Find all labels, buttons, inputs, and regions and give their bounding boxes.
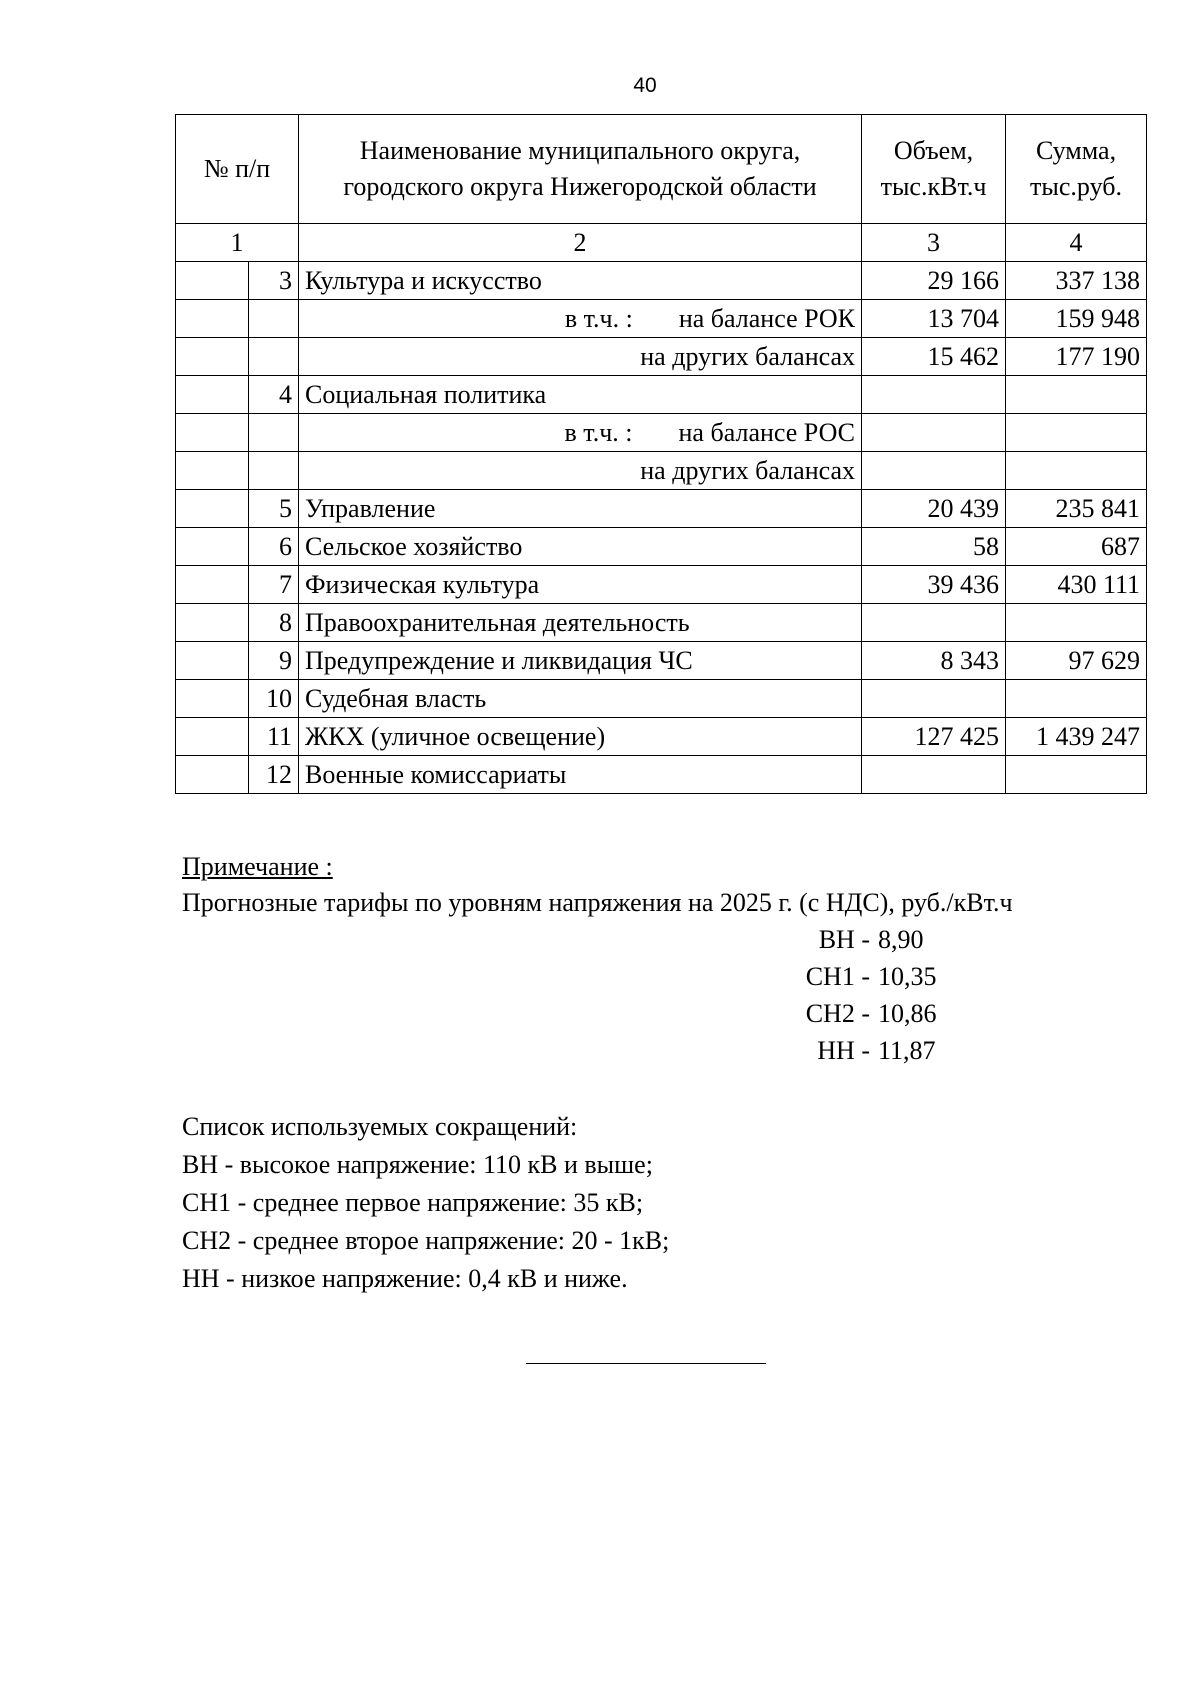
row-sum: [1006, 376, 1147, 414]
row-volume: [862, 756, 1006, 794]
table-row: [176, 756, 1147, 794]
empty-cell: [176, 262, 249, 300]
header-sum: Сумма, тыс.руб.: [1006, 115, 1147, 224]
row-name: Сельское хозяйство: [299, 528, 862, 566]
row-name: Управление: [299, 490, 862, 528]
row-prefix: в т.ч. :: [564, 304, 633, 333]
row-num: 10: [249, 680, 299, 718]
row-name: Социальная политика: [299, 376, 862, 414]
tariff-line: [760, 999, 937, 1029]
abbreviation-item: ВН - высокое напряжение: 110 кВ и выше;: [182, 1150, 653, 1179]
table-row: [176, 452, 1147, 490]
col-number: 3: [862, 224, 1006, 262]
row-sum: [1006, 414, 1147, 452]
tariff-line: [760, 1036, 936, 1066]
header-name: Наименование муниципального округа, городского округа Нижегородской области: [299, 115, 862, 224]
empty-cell: [176, 756, 249, 794]
note-text: Прогнозные тарифы по уровням напряжения на 2025 г. (с НДС), руб./кВт.ч: [182, 888, 1013, 917]
empty-cell: [176, 528, 249, 566]
row-volume: 15 462: [862, 338, 1006, 376]
tariff-level: СН2 -: [805, 999, 870, 1028]
row-volume: [862, 452, 1006, 490]
empty-cell: [249, 338, 299, 376]
empty-cell: [176, 300, 249, 338]
row-num: 9: [249, 642, 299, 680]
row-prefix: в т.ч. :: [564, 418, 633, 447]
row-sum: 337 138: [1006, 262, 1147, 300]
row-name: Судебная власть: [299, 680, 862, 718]
tariff-level: НН -: [817, 1036, 870, 1065]
table-row: [176, 376, 1147, 414]
row-sum: 430 111: [1006, 566, 1147, 604]
table-row: [176, 566, 1147, 604]
empty-cell: [249, 452, 299, 490]
row-name: Культура и искусство: [299, 262, 862, 300]
empty-cell: [176, 604, 249, 642]
table-row: [176, 300, 1147, 338]
tariff-value: 8,90: [878, 925, 924, 954]
row-num: 11: [249, 718, 299, 756]
row-num: 7: [249, 566, 299, 604]
col-number: 4: [1006, 224, 1147, 262]
row-sum: 235 841: [1006, 490, 1147, 528]
row-name: на других балансах: [299, 452, 862, 490]
consumption-table: [175, 114, 1147, 794]
row-sum: [1006, 756, 1147, 794]
row-volume: 127 425: [862, 718, 1006, 756]
empty-cell: [176, 338, 249, 376]
abbreviation-item: НН - низкое напряжение: 0,4 кВ и ниже.: [182, 1264, 628, 1293]
table-header-row: [176, 115, 1147, 224]
column-numbers-row: [176, 224, 1147, 262]
table-row: [176, 338, 1147, 376]
row-num: 8: [249, 604, 299, 642]
row-sum: [1006, 452, 1147, 490]
table-row: [176, 680, 1147, 718]
tariff-level: ВН -: [818, 925, 870, 954]
abbreviation-item: СН1 - среднее первое напряжение: 35 кВ;: [182, 1188, 644, 1217]
header-num: № п/п: [176, 115, 299, 224]
tariff-value: 10,35: [878, 962, 937, 991]
page-number: 40: [633, 74, 657, 97]
row-name: Физическая культура: [299, 566, 862, 604]
row-sum: 687: [1006, 528, 1147, 566]
table-row: [176, 414, 1147, 452]
row-name: [299, 414, 862, 452]
row-sum: 159 948: [1006, 300, 1147, 338]
header-volume: Объем, тыс.кВт.ч: [862, 115, 1006, 224]
row-volume: 58: [862, 528, 1006, 566]
row-volume: 39 436: [862, 566, 1006, 604]
row-name: Предупреждение и ликвидация ЧС: [299, 642, 862, 680]
abbreviation-item: СН2 - среднее второе напряжение: 20 - 1кВ;: [182, 1226, 670, 1255]
row-subname: на балансе РОК: [678, 304, 856, 333]
row-volume: [862, 414, 1006, 452]
col-number: 2: [299, 224, 862, 262]
row-volume: 29 166: [862, 262, 1006, 300]
note-title: Примечание :: [182, 852, 333, 881]
row-name: [299, 300, 862, 338]
row-num: 5: [249, 490, 299, 528]
row-volume: [862, 376, 1006, 414]
table-row: [176, 718, 1147, 756]
row-name: Правоохранительная деятельность: [299, 604, 862, 642]
row-sum: [1006, 680, 1147, 718]
table-row: [176, 490, 1147, 528]
empty-cell: [176, 642, 249, 680]
tariff-value: 11,87: [878, 1036, 936, 1065]
table-row: [176, 604, 1147, 642]
table-row: [176, 642, 1147, 680]
row-num: 12: [249, 756, 299, 794]
row-sum: 97 629: [1006, 642, 1147, 680]
row-name: Военные комиссариаты: [299, 756, 862, 794]
row-num: 3: [249, 262, 299, 300]
empty-cell: [249, 414, 299, 452]
row-volume: 20 439: [862, 490, 1006, 528]
row-volume: [862, 680, 1006, 718]
tariff-line: [760, 962, 937, 992]
table-row: [176, 262, 1147, 300]
row-sum: [1006, 604, 1147, 642]
empty-cell: [176, 490, 249, 528]
abbreviations-title: Список используемых сокращений:: [182, 1112, 578, 1141]
empty-cell: [249, 300, 299, 338]
empty-cell: [176, 376, 249, 414]
col-number: 1: [176, 224, 299, 262]
table-row: [176, 528, 1147, 566]
row-sum: 1 439 247: [1006, 718, 1147, 756]
tariff-line: [760, 925, 924, 955]
end-divider: [526, 1363, 766, 1364]
row-sum: 177 190: [1006, 338, 1147, 376]
row-subname: на балансе РОС: [678, 418, 856, 447]
row-volume: 13 704: [862, 300, 1006, 338]
row-num: 6: [249, 528, 299, 566]
empty-cell: [176, 718, 249, 756]
empty-cell: [176, 414, 249, 452]
row-num: 4: [249, 376, 299, 414]
empty-cell: [176, 680, 249, 718]
row-name: на других балансах: [299, 338, 862, 376]
row-volume: [862, 604, 1006, 642]
empty-cell: [176, 452, 249, 490]
row-name: ЖКХ (уличное освещение): [299, 718, 862, 756]
tariff-level: СН1 -: [805, 962, 870, 991]
row-volume: 8 343: [862, 642, 1006, 680]
empty-cell: [176, 566, 249, 604]
tariff-value: 10,86: [878, 999, 937, 1028]
